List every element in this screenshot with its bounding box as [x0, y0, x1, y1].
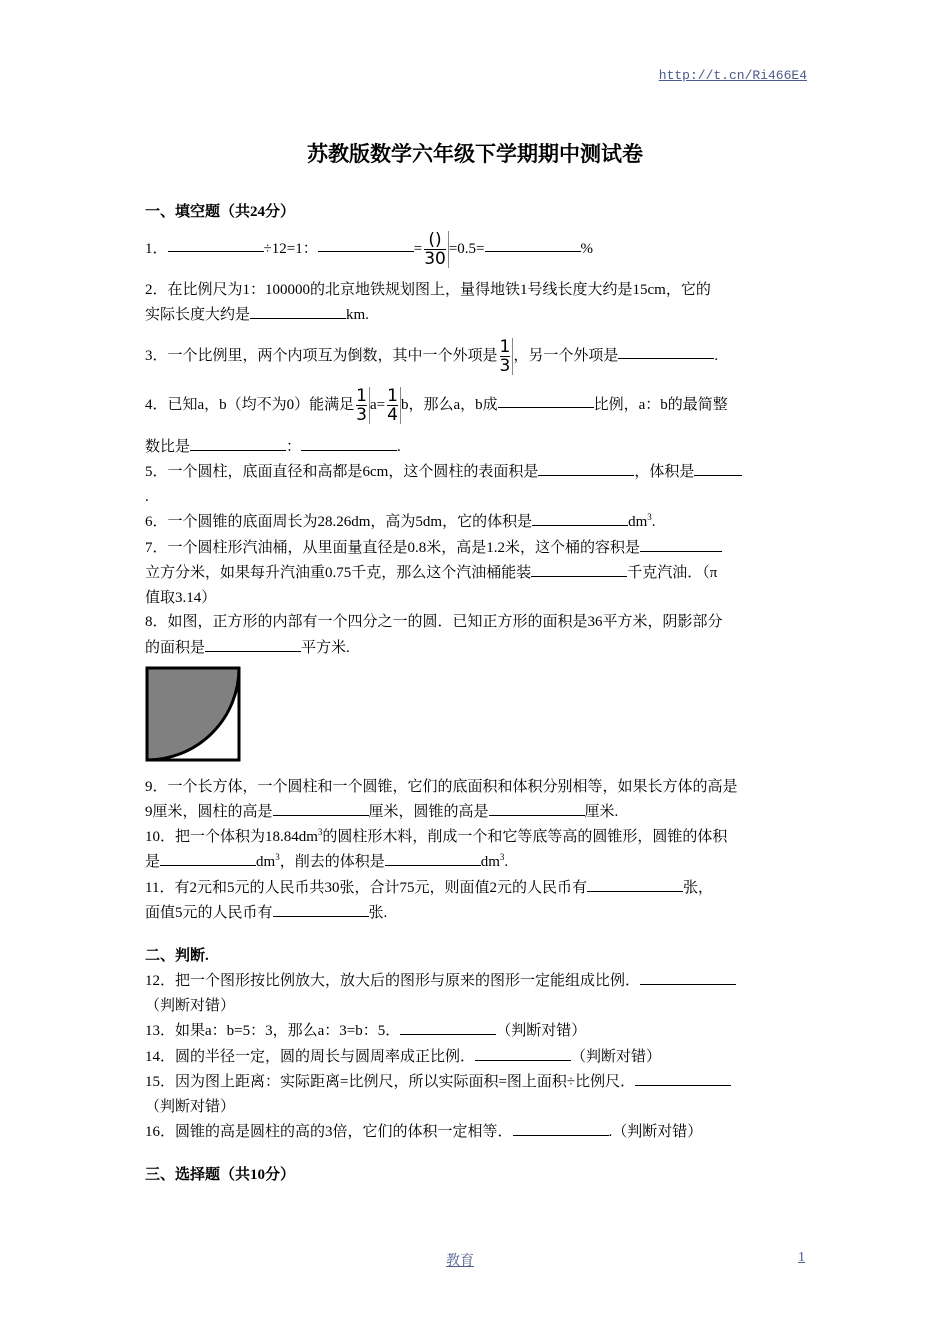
question-16: 16．圆锥的高是圆柱的高的3倍，它们的体积一定相等． .（判断对错） [145, 1119, 807, 1145]
header-link[interactable]: http://t.cn/Ri466E4 [658, 68, 807, 83]
answer-blank [538, 459, 634, 476]
question-6: 6．一个圆锥的底面周长为28.26dm，高为5dm，它的体积是 $dm^3$. [145, 509, 807, 535]
document-body [145, 200, 807, 1187]
section-heading-judge: 二、判断. [145, 947, 209, 964]
answer-blank [301, 434, 397, 451]
answer-blank [640, 535, 722, 552]
answer-blank [250, 302, 346, 319]
answer-blank [618, 342, 714, 359]
answer-blank [273, 799, 369, 816]
question-2: 2．在比例尺为1：100000的北京地铁规划图上，量得地铁1号线长度大约是15cm，它的 实际长度大约是 km. [145, 281, 711, 323]
answer-blank [385, 849, 481, 866]
square-quarter-circle-figure [145, 666, 241, 762]
question-5: 5．一个圆柱，底面直径和高都是6cm，这个圆柱的表面积是 ，体积是 . [145, 459, 807, 509]
question-11: 11．有2元和5元的人民币共30张，合计75元，则面值2元的人民币有 张， 面值5元的人民币有 张. [145, 875, 807, 926]
answer-blank [532, 509, 628, 526]
page-number: 1 [798, 1250, 805, 1265]
question-12: 12．把一个图形按比例放大，放大后的图形与原来的图形一定能组成比例． （判断对错） [145, 968, 807, 1018]
answer-blank [635, 1069, 731, 1086]
answer-blank [694, 459, 742, 476]
question-8: 8．如图，正方形的内部有一个四分之一的圆．已知正方形的面积是36平方米，阴影部分 的面积是 平方米. [145, 614, 723, 656]
answer-blank [498, 391, 594, 408]
answer-blank [485, 235, 581, 252]
answer-blank [160, 849, 256, 866]
question-1: 1． ÷12=1： = $\frac{()}{30}$ =0.5= % [145, 229, 593, 269]
answer-blank [475, 1044, 571, 1061]
answer-blank [513, 1119, 609, 1136]
question-4: 4．已知a，b（均不为0）能满足 $\frac{1}{3}$ a= $\frac{1}{4}$ b，那么a，b成 比例，a：b的最简整 [145, 385, 728, 425]
answer-blank [205, 635, 301, 652]
question-13: 13．如果a：b=5：3，那么a：3=b：5． （判断对错） [145, 1018, 807, 1044]
section-heading-choice: 三、选择题（共10分） [145, 1166, 296, 1183]
question-14: 14．圆的半径一定，圆的周长与圆周率成正比例． （判断对错） [145, 1044, 807, 1070]
fraction: $\frac{1}{3}$ [354, 387, 370, 424]
answer-blank [587, 875, 683, 892]
answer-blank [168, 235, 264, 252]
page-title: 苏教版数学六年级下学期期中测试卷 [307, 141, 643, 166]
answer-blank [400, 1018, 496, 1035]
answer-blank [489, 799, 585, 816]
answer-blank [640, 968, 736, 985]
question-15: 15．因为图上距离：实际距离=比例尺，所以实际面积=图上面积÷比例尺． （判断对错） [145, 1069, 807, 1119]
question-3: 3．一个比例里，两个内项互为倒数，其中一个外项是 $\frac{1}{3}$ ，另一个外项是 . [145, 336, 719, 376]
answer-blank [531, 560, 627, 577]
section-heading-fill-in: 一、填空题（共24分） [145, 204, 296, 220]
fraction: $\frac{1}{3}$ [498, 338, 514, 375]
question-7: 7．一个圆柱形汽油桶，从里面量直径是0.8米，高是1.2米，这个桶的容积是 立方分米，如果每升汽油重0.75千克，那么这个汽油桶能装 千克汽油．（π 值取3.14） [145, 535, 807, 611]
question-4-cont: 数比是 ： . [145, 434, 807, 460]
answer-blank [190, 434, 286, 451]
footer-link[interactable]: 教育 [446, 1254, 474, 1269]
answer-blank [318, 235, 414, 252]
answer-blank [273, 900, 369, 917]
fraction: $\frac{1}{4}$ [385, 387, 401, 424]
question-10: 10．把一个体积为$18.84dm^3$的圆柱形木料，削成一个和它等底等高的圆锥形，圆锥的体积 是 $dm^3$，削去的体积是 $dm^3$. [145, 826, 728, 870]
question-9: 9．一个长方体，一个圆柱和一个圆锥，它们的底面积和体积分别相等，如果长方体的高是 9厘米，圆柱的高是 厘米，圆锥的高是 厘米. [145, 778, 738, 820]
fraction: $\frac{()}{30}$ [422, 231, 449, 268]
